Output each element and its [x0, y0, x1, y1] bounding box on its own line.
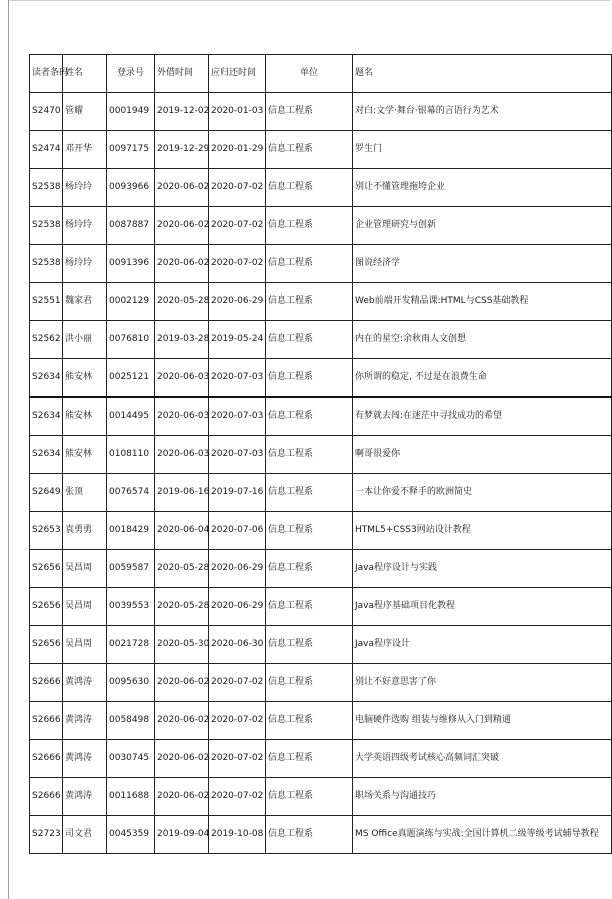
- cell-name: 袁勇勇: [63, 512, 107, 550]
- cell-unit: 信息工程系: [266, 245, 353, 283]
- cell-borrow-date: 2020-06-02: [155, 702, 209, 740]
- cell-name: 熊安林: [63, 397, 107, 436]
- borrow-records-table: [29, 54, 612, 854]
- cell-due-date: 2020-07-02: [209, 207, 266, 245]
- cell-unit: 信息工程系: [266, 93, 353, 131]
- cell-reader-id: S2634: [30, 359, 63, 398]
- cell-unit: 信息工程系: [266, 512, 353, 550]
- cell-reg-no: 0076810: [107, 321, 155, 359]
- cell-due-date: 2020-01-03: [209, 93, 266, 131]
- cell-reader-id: S2656: [30, 626, 63, 664]
- cell-unit: 信息工程系: [266, 474, 353, 512]
- cell-title: 对白:文学·舞台·银幕的言语行为艺术: [353, 93, 612, 131]
- cell-name: 司文君: [63, 816, 107, 854]
- cell-reg-no: 0108110: [107, 436, 155, 474]
- cell-reader-id: S2470: [30, 93, 63, 131]
- cell-reg-no: 0091396: [107, 245, 155, 283]
- table-row: [30, 169, 612, 207]
- cell-title: Web前端开发精品课:HTML与CSS基础教程: [353, 283, 612, 321]
- cell-name: 吴昌周: [63, 588, 107, 626]
- cell-name: 邓开华: [63, 131, 107, 169]
- cell-borrow-date: 2020-06-03: [155, 397, 209, 436]
- cell-name: 熊安林: [63, 359, 107, 398]
- cell-borrow-date: 2020-06-02: [155, 245, 209, 283]
- cell-borrow-date: 2019-12-29: [155, 131, 209, 169]
- cell-borrow-date: 2020-06-03: [155, 359, 209, 398]
- cell-name: 魏家君: [63, 283, 107, 321]
- cell-reader-id: S2656: [30, 550, 63, 588]
- cell-name: 杨玲玲: [63, 169, 107, 207]
- cell-reader-id: S2634: [30, 436, 63, 474]
- cell-reg-no: 0011688: [107, 778, 155, 816]
- table-row: [30, 245, 612, 283]
- cell-due-date: 2020-06-29: [209, 588, 266, 626]
- cell-borrow-date: 2020-06-02: [155, 169, 209, 207]
- cell-unit: 信息工程系: [266, 436, 353, 474]
- cell-unit: 信息工程系: [266, 359, 353, 398]
- table-row: [30, 778, 612, 816]
- cell-unit: 信息工程系: [266, 778, 353, 816]
- cell-name: 洪小丽: [63, 321, 107, 359]
- table-row: [30, 283, 612, 321]
- cell-due-date: 2019-10-08: [209, 816, 266, 854]
- cell-reg-no: 0097175: [107, 131, 155, 169]
- cell-reg-no: 0045359: [107, 816, 155, 854]
- cell-reader-id: S2723: [30, 816, 63, 854]
- table-row: [30, 397, 612, 436]
- cell-title: 罗生门: [353, 131, 612, 169]
- cell-reg-no: 0095630: [107, 664, 155, 702]
- cell-reader-id: S2551: [30, 283, 63, 321]
- cell-unit: 信息工程系: [266, 169, 353, 207]
- cell-title: 一本让你爱不释手的欧洲简史: [353, 474, 612, 512]
- cell-reader-id: S2666: [30, 778, 63, 816]
- cell-reg-no: 0001949: [107, 93, 155, 131]
- cell-due-date: 2020-07-02: [209, 664, 266, 702]
- cell-name: 黄鸿涛: [63, 778, 107, 816]
- table-row: [30, 816, 612, 854]
- cell-borrow-date: 2020-06-04: [155, 512, 209, 550]
- cell-borrow-date: 2020-05-28: [155, 283, 209, 321]
- cell-reg-no: 0076574: [107, 474, 155, 512]
- cell-borrow-date: 2020-06-02: [155, 664, 209, 702]
- cell-name: 黄鸿涛: [63, 740, 107, 778]
- cell-title: 电脑硬件选购 组装与维修从入门到精通: [353, 702, 612, 740]
- table-row: [30, 436, 612, 474]
- cell-name: 吴昌周: [63, 626, 107, 664]
- cell-due-date: 2020-07-02: [209, 740, 266, 778]
- cell-borrow-date: 2020-06-02: [155, 207, 209, 245]
- cell-name: 管耀: [63, 93, 107, 131]
- cell-reg-no: 0093966: [107, 169, 155, 207]
- cell-borrow-date: 2020-05-28: [155, 588, 209, 626]
- cell-reader-id: S2649: [30, 474, 63, 512]
- cell-reader-id: S2656: [30, 588, 63, 626]
- cell-reader-id: S2666: [30, 740, 63, 778]
- header-title: 题名: [353, 55, 612, 93]
- cell-name: 张顶: [63, 474, 107, 512]
- cell-due-date: 2020-07-06: [209, 512, 266, 550]
- cell-due-date: 2020-07-03: [209, 436, 266, 474]
- page-top-edge: [8, 0, 610, 1]
- table-row: [30, 512, 612, 550]
- cell-reader-id: S2538: [30, 245, 63, 283]
- cell-name: 吴昌周: [63, 550, 107, 588]
- cell-borrow-date: 2020-06-03: [155, 436, 209, 474]
- cell-reg-no: 0025121: [107, 359, 155, 398]
- header-reg-no: 登录号: [107, 55, 155, 93]
- cell-title: 企业管理研究与创新: [353, 207, 612, 245]
- table-row: [30, 474, 612, 512]
- header-reader-id: 读者条码: [30, 55, 63, 93]
- cell-due-date: 2019-05-24: [209, 321, 266, 359]
- cell-due-date: 2020-01-29: [209, 131, 266, 169]
- cell-reader-id: S2538: [30, 207, 63, 245]
- cell-due-date: 2020-06-30: [209, 626, 266, 664]
- cell-reg-no: 0002129: [107, 283, 155, 321]
- cell-title: Java程序基础项目化教程: [353, 588, 612, 626]
- cell-title: HTML5+CSS3网站设计教程: [353, 512, 612, 550]
- table-row: [30, 93, 612, 131]
- header-due-date: 应归还时间: [209, 55, 266, 93]
- cell-title: 职场关系与沟通技巧: [353, 778, 612, 816]
- cell-unit: 信息工程系: [266, 321, 353, 359]
- cell-borrow-date: 2020-06-02: [155, 778, 209, 816]
- cell-due-date: 2020-07-02: [209, 778, 266, 816]
- cell-reader-id: S2653: [30, 512, 63, 550]
- table-row: [30, 588, 612, 626]
- cell-due-date: 2020-07-02: [209, 169, 266, 207]
- cell-reg-no: 0014495: [107, 397, 155, 436]
- cell-due-date: 2020-06-29: [209, 550, 266, 588]
- cell-borrow-date: 2019-09-04: [155, 816, 209, 854]
- cell-due-date: 2020-06-29: [209, 283, 266, 321]
- cell-title: Java程序设计与实践: [353, 550, 612, 588]
- table-header: [30, 55, 612, 93]
- cell-unit: 信息工程系: [266, 702, 353, 740]
- cell-unit: 信息工程系: [266, 816, 353, 854]
- cell-reader-id: S2562: [30, 321, 63, 359]
- cell-title: 你所谓的稳定, 不过是在浪费生命: [353, 359, 612, 398]
- cell-due-date: 2020-07-03: [209, 397, 266, 436]
- header-unit: 单位: [266, 55, 353, 93]
- cell-name: 杨玲玲: [63, 245, 107, 283]
- cell-reader-id: S2538: [30, 169, 63, 207]
- cell-reader-id: S2474: [30, 131, 63, 169]
- cell-reg-no: 0030745: [107, 740, 155, 778]
- cell-due-date: 2020-07-02: [209, 245, 266, 283]
- table-row: [30, 550, 612, 588]
- cell-borrow-date: 2020-06-02: [155, 740, 209, 778]
- cell-due-date: 2019-07-16: [209, 474, 266, 512]
- cell-unit: 信息工程系: [266, 207, 353, 245]
- cell-reader-id: S2666: [30, 702, 63, 740]
- table-body: [30, 93, 612, 854]
- cell-title: 别让不好意思害了你: [353, 664, 612, 702]
- cell-reg-no: 0039553: [107, 588, 155, 626]
- table-row: [30, 321, 612, 359]
- table-row: [30, 664, 612, 702]
- header-row: [30, 55, 612, 93]
- cell-reg-no: 0059587: [107, 550, 155, 588]
- cell-borrow-date: 2019-03-28: [155, 321, 209, 359]
- cell-unit: 信息工程系: [266, 397, 353, 436]
- cell-due-date: 2020-07-02: [209, 702, 266, 740]
- cell-reg-no: 0018429: [107, 512, 155, 550]
- cell-unit: 信息工程系: [266, 131, 353, 169]
- cell-borrow-date: 2019-12-02: [155, 93, 209, 131]
- header-name: 姓名: [63, 55, 107, 93]
- cell-name: 熊安林: [63, 436, 107, 474]
- cell-name: 杨玲玲: [63, 207, 107, 245]
- page-left-edge: [8, 0, 9, 899]
- cell-unit: 信息工程系: [266, 626, 353, 664]
- cell-borrow-date: 2019-06-16: [155, 474, 209, 512]
- cell-unit: 信息工程系: [266, 664, 353, 702]
- cell-reader-id: S2634: [30, 397, 63, 436]
- table-row: [30, 702, 612, 740]
- table-row: [30, 131, 612, 169]
- cell-unit: 信息工程系: [266, 283, 353, 321]
- cell-unit: 信息工程系: [266, 550, 353, 588]
- cell-title: MS Office真题演练与实战:全国计算机二级等级考试辅导教程: [353, 816, 612, 854]
- cell-reader-id: S2666: [30, 664, 63, 702]
- header-borrow-date: 外借时间: [155, 55, 209, 93]
- cell-title: 大学英语四级考试核心高频词汇突破: [353, 740, 612, 778]
- cell-name: 黄鸿涛: [63, 664, 107, 702]
- table-row: [30, 359, 612, 398]
- cell-reg-no: 0021728: [107, 626, 155, 664]
- cell-borrow-date: 2020-05-30: [155, 626, 209, 664]
- cell-name: 黄鸿涛: [63, 702, 107, 740]
- table-row: [30, 207, 612, 245]
- table-row: [30, 740, 612, 778]
- cell-reg-no: 0058498: [107, 702, 155, 740]
- table-row: [30, 626, 612, 664]
- cell-reg-no: 0087887: [107, 207, 155, 245]
- cell-due-date: 2020-07-03: [209, 359, 266, 398]
- cell-unit: 信息工程系: [266, 588, 353, 626]
- cell-title: 别让不懂管理拖垮企业: [353, 169, 612, 207]
- cell-title: 啊哥很爱你: [353, 436, 612, 474]
- cell-unit: 信息工程系: [266, 740, 353, 778]
- cell-title: 图说经济学: [353, 245, 612, 283]
- cell-title: 内在的星空:余秋雨人文创想: [353, 321, 612, 359]
- cell-title: Java程序设计: [353, 626, 612, 664]
- cell-title: 有梦就去闯:在迷茫中寻找成功的希望: [353, 397, 612, 436]
- cell-borrow-date: 2020-05-28: [155, 550, 209, 588]
